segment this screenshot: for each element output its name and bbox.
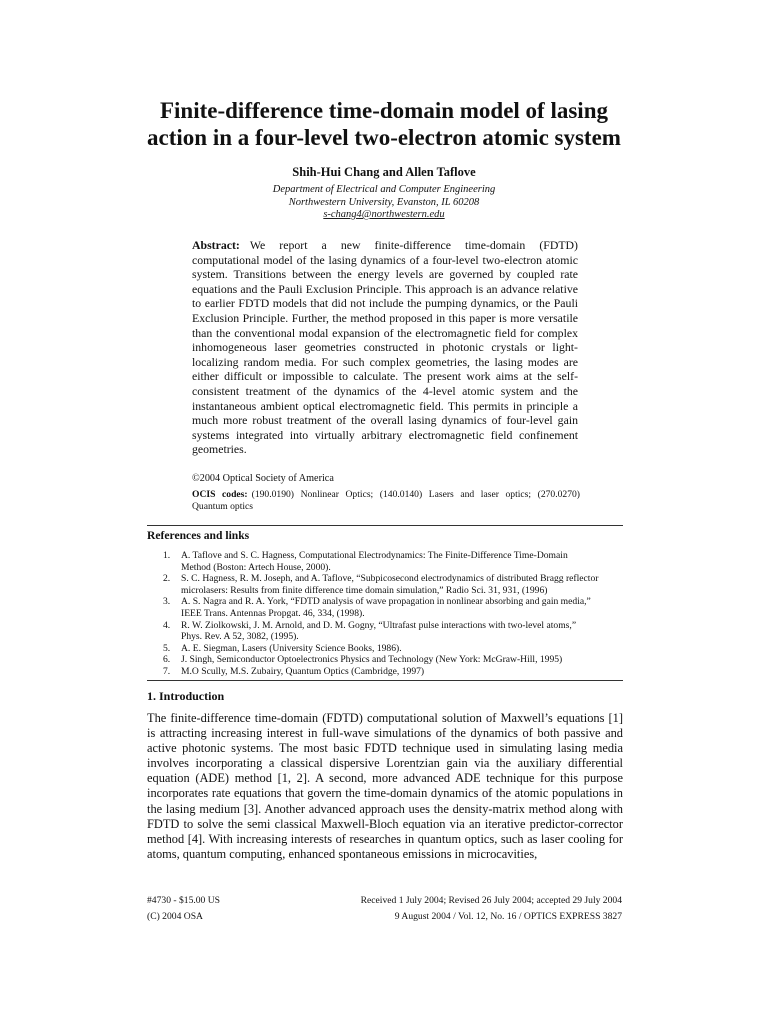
affiliation [100,184,668,222]
affiliation-university: Northwestern University, Evanston, IL 60208 [288,196,480,208]
reference-line: S. C. Hagness, R. M. Joseph, and A. Taflove, “Subpicosecond electrodynamics of distributed Bragg reflector [181,573,599,585]
reference-text [181,666,623,678]
reference-list [163,550,623,678]
title-line-2: action in a four-level two-electron atomic system [147,125,621,150]
reference-line: M.O Scully, M.S. Zubairy, Quantum Optics (Cambridge, 1997) [181,665,425,677]
reference-text [181,643,623,655]
footer-left [147,893,220,925]
footer-right [300,893,622,925]
author-email-link[interactable]: s-chang4@northwestern.edu [323,209,445,220]
reference-line: R. W. Ziolkowski, J. M. Arnold, and D. M. Gogny, “Ultrafast pulse interactions with two-level atoms,” [181,619,577,631]
reference-line: A. Taflove and S. C. Hagness, Computational Electrodynamics: The Finite-Difference Time-Domain [181,550,568,561]
reference-number: 2. [163,573,171,585]
reference-item [163,573,623,596]
reference-item [163,550,623,573]
affiliation-department: Department of Electrical and Computer Engineering [272,184,496,195]
copyright-notice: ©2004 Optical Society of America [192,473,334,484]
reference-text [181,620,623,643]
reference-line: Phys. Rev. A 52, 3082, (1995). [181,631,299,643]
reference-item [163,666,623,678]
abstract-label: Abstract: [192,238,240,252]
references-heading: References and links [147,525,623,543]
reference-line: Method (Boston: Artech House, 2000). [181,561,331,573]
footer-received: Received 1 July 2004; Revised 26 July 2004; accepted 29 July 2004 [360,895,622,906]
reference-line: J. Singh, Semiconductor Optoelectronics Physics and Technology (New York: McGraw-Hill, 1995) [181,654,563,666]
reference-line: A. E. Siegman, Lasers (University Science Books, 1986). [181,642,402,654]
footer-price: #4730 - $15.00 US [147,895,221,906]
ocis-text: (190.0190) Nonlinear Optics; (140.0140) Lasers and laser optics; (270.0270) Quantum optics [192,489,580,512]
references-divider [147,680,623,681]
ocis-codes [192,489,580,513]
reference-item [163,643,623,655]
reference-item [163,596,623,619]
reference-number: 4. [163,619,171,631]
reference-item [163,620,623,643]
reference-line: microlasers: Results from finite difference time domain simulation,” Radio Sci. 31, 931, (1996) [181,584,548,596]
authors: Shih-Hui Chang and Allen Taflove [292,165,476,179]
reference-number: 1. [163,550,171,561]
abstract-text: We report a new finite-difference time-domain (FDTD) computational model of the lasing dynamics of a four-level two-electron atomic system. Transitions between the energy levels are governed by coupled rate equations and the Pauli Exclusion Principle. This approach is an advance relative to earlier FDTD models that did not include the pumping dynamics, or the Pauli Exclusion Principle. Further, the method proposed in this paper is more versatile than the conventional modal expansion of the electromagnetic field for complex inhomogeneous laser geometries constructed in photonic crystals or light-localizing random media. For such complex geometries, the lasing modes are either difficult or impossible to calculate. The present work aims at the self-consistent treatment of the dynamics of the 4-level atomic system and the instantaneous ambient optical electromagnetic field. This permits in principle a much more robust treatment of the overall lasing dynamics of four-level gain systems integrated into virtually arbitrary electromagnetic field confinement geometries. [192,238,578,457]
reference-text [181,573,623,596]
introduction-heading: 1. Introduction [147,689,225,703]
title-line-1: Finite-difference time-domain model of lasing [159,98,608,123]
reference-number: 6. [163,654,171,666]
reference-line: IEEE Trans. Antennas Propgat. 46, 334, (1998). [181,607,365,619]
reference-number: 5. [163,642,171,654]
abstract [192,238,578,457]
reference-text [181,654,623,666]
reference-text [181,550,623,573]
footer-journal: 9 August 2004 / Vol. 12, No. 16 / OPTICS EXPRESS 3827 [394,911,622,922]
paper-title [100,97,668,151]
introduction-text: The finite-difference time-domain (FDTD) computational solution of Maxwell’s equations [1] is attracting increasing interest in full-wave simulations of the dynamics of both passive and active photonic systems. The most basic FDTD technique used in simulating lasing media involves incorporating a classical dispersive Lorentzian gain via the auxiliary differential equation (ADE) method [1, 2]. A second, more advanced ADE technique for this purpose incorporates rate equations that govern the time-domain dynamics of the atomic populations in the lasing medium [3]. Another advanced approach uses the density-matrix method along with FDTD to solve the semi classical Maxwell-Bloch equation via an iterative predictor-corrector method [4]. With increasing interests of researches in quantum optics, such as laser cooling for atoms, quantum computing, enhanced spontaneous emissions in microcavities, [147,711,623,861]
ocis-label: OCIS codes: [192,489,248,500]
reference-item [163,654,623,666]
reference-number: 3. [163,596,171,608]
footer-osa: (C) 2004 OSA [147,911,203,922]
reference-text [181,596,623,619]
reference-number: 7. [163,665,171,677]
reference-line: A. S. Nagra and R. A. York, “FDTD analysis of wave propagation in nonlinear absorbing and gain media,” [181,596,591,608]
